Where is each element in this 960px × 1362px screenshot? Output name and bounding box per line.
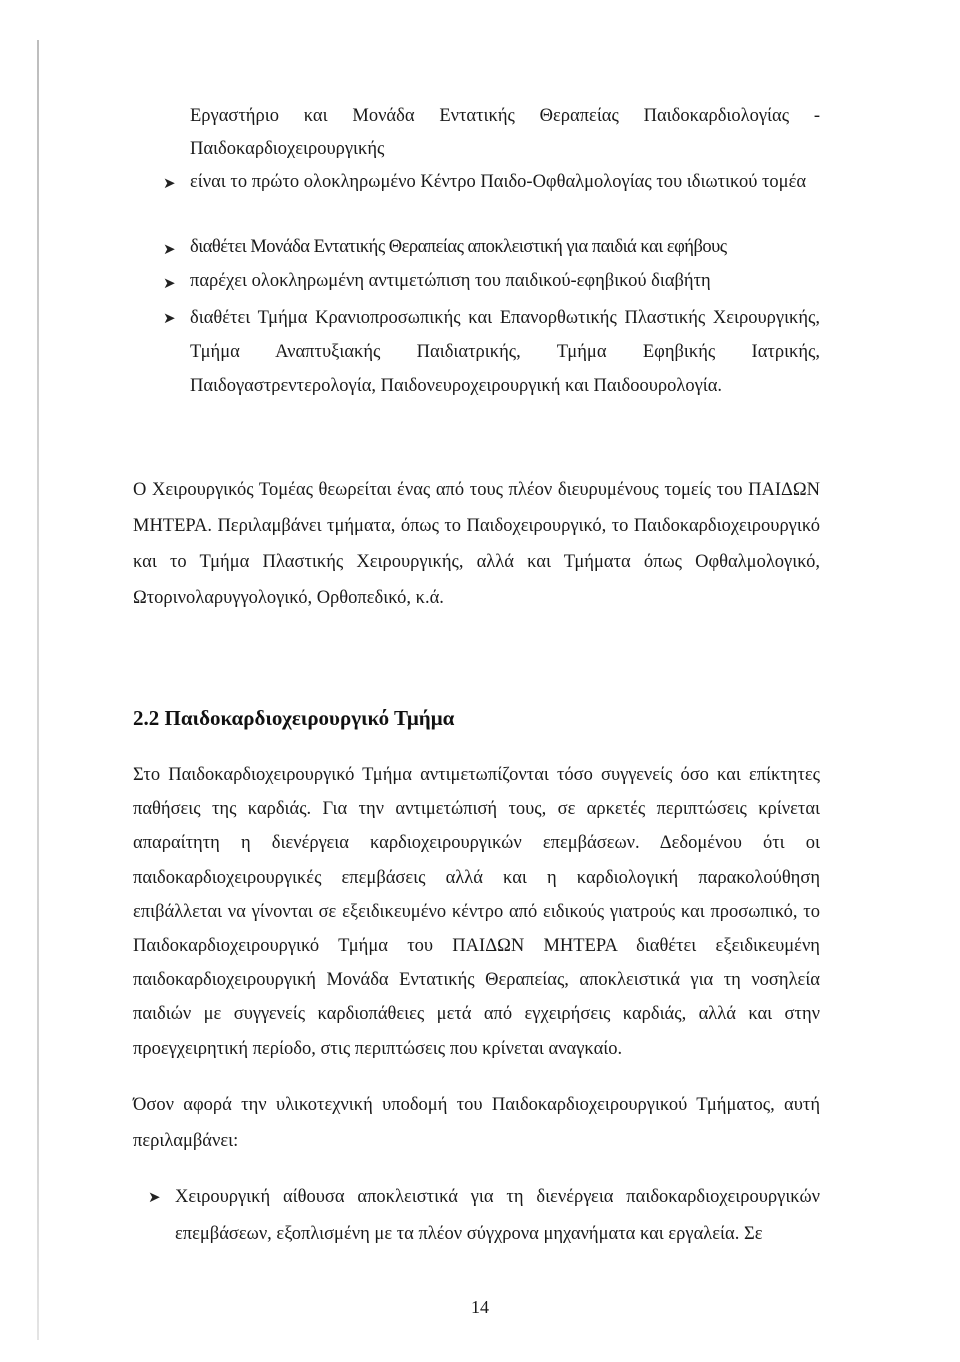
section-paragraph-1: Στο Παιδοκαρδιοχειρουργικό Τμήμα αντιμετωπίζονται τόσο συγγενείς όσο και επίκτητες παθήσεις της καρδιάς. Για την αντιμετώπισή τους, σε αρκετές περιπτώσεις κρίνεται απαραίτητη η διενέργεια καρδιοχειρουργικών επεμβάσεων. Δεδομένου ότι οι παιδοκαρδιοχειρουργικές επεμβάσεις αλλά και η καρδιολογική παρακολούθηση επιβάλλεται να γίνονται σε εξειδικευμένο κέντρο από ειδικούς γιατρούς και προσωπικό, το Παιδοκαρδιοχειρουργικό Τμήμα του ΠΑΙΔΩΝ ΜΗΤΕΡΑ διαθέτει εξειδικευμένη παιδοκαρδιοχειρουργική Μονάδα Εντατικής Θεραπείας, αποκλειστικά για τη νοσηλεία παιδιών με συγγενείς καρδιοπάθειες μετά από εγχειρήσεις καρδιάς, αλλά και στην προεγχειρητική περίοδο, στις περιπτώσεις που κρίνεται αναγκαίο. bbox=[133, 765, 820, 1059]
arrowhead-bullet-icon: ➤ bbox=[163, 242, 176, 258]
feature-item-3: παρέχει ολοκληρωμένη αντιμετώπιση του παιδικού-εφηβικού διαβήτη bbox=[190, 271, 711, 291]
intro-line-2: Παιδοκαρδιοχειρουργικής bbox=[190, 139, 385, 159]
feature-item-2: διαθέτει Μονάδα Εντατικής Θεραπείας αποκλειστική για παιδιά και εφήβους bbox=[190, 237, 727, 257]
page-number: 14 bbox=[471, 1297, 489, 1317]
section-paragraph-2: Όσον αφορά την υλικοτεχνική υποδομή του Παιδοκαρδιοχειρουργικού Τμήματος, αυτή περιλαμβάνει: bbox=[133, 1095, 820, 1151]
section-heading: 2.2 Παιδοκαρδιοχειρουργικό Τμήμα bbox=[133, 706, 455, 730]
feature-item-1: είναι το πρώτο ολοκληρωμένο Κέντρο Παιδο-Οφθαλμολογίας του ιδιωτικού τομέα bbox=[190, 172, 807, 192]
arrowhead-bullet-icon: ➤ bbox=[163, 311, 176, 327]
surgical-sector-paragraph: Ο Χειρουργικός Τομέας θεωρείται ένας από τους πλέον διευρυμένους τομείς του ΠΑΙΔΩΝ ΜΗΤΕΡΑ. Περιλαμβάνει τμήματα, όπως το Παιδοχειρουργικό, το Παιδοκαρδιοχειρουργικό και το Τμήμα Πλαστικής Χειρουργικής, αλλά και Τμήματα όπως Οφθαλμολογικό, Ωτορινολαρυγγολογικό, Ορθοπεδικό, κ.ά. bbox=[133, 480, 820, 608]
scan-edge-line bbox=[37, 40, 39, 1340]
feature-item-4: διαθέτει Τμήμα Κρανιοπροσωπικής και Επανορθωτικής Πλαστικής Χειρουργικής, Τμήμα Αναπτυξιακής Παιδιατρικής, Τμήμα Εφηβικής Ιατρικής, Παιδογαστρεντερολογία, Παιδονευροχειρουργική και Παιδοουρολογία. bbox=[190, 308, 820, 396]
arrowhead-bullet-icon: ➤ bbox=[163, 276, 176, 292]
intro-line-1: Εργαστήριο και Μονάδα Εντατικής Θεραπείας Παιδοκαρδιολογίας - bbox=[190, 106, 820, 126]
infrastructure-list-item-1: Χειρουργική αίθουσα αποκλειστικά για τη διενέργεια παιδοκαρδιοχειρουργικών επεμβάσεων, εξοπλισμένη με τα πλέον σύγχρονα μηχανήματα και εργαλεία. Σε bbox=[175, 1187, 820, 1244]
arrowhead-bullet-icon: ➤ bbox=[148, 1190, 161, 1206]
arrowhead-bullet-icon: ➤ bbox=[163, 176, 176, 192]
